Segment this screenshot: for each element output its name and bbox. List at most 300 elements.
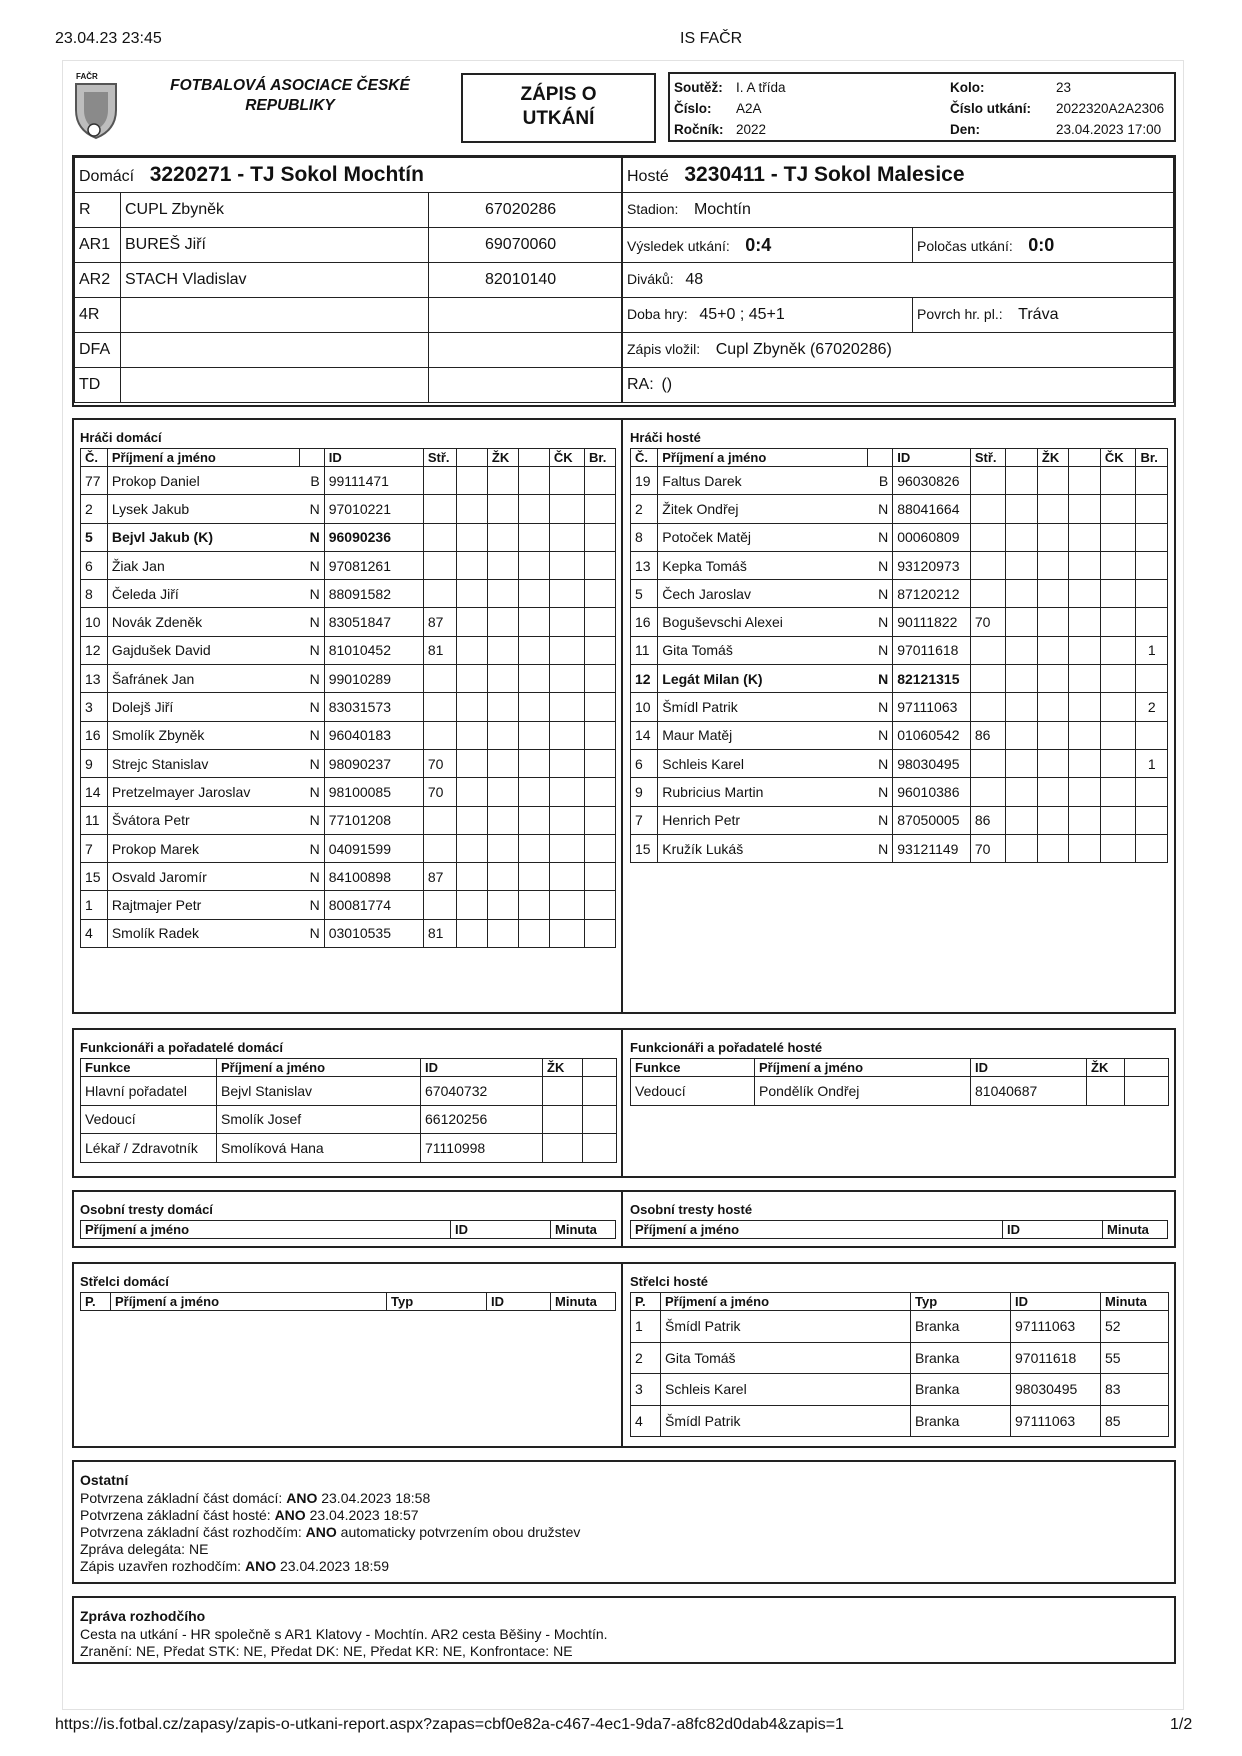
functionary-card-2	[1125, 1077, 1169, 1106]
player-cell	[456, 693, 487, 721]
player-sub-minute: 81	[423, 919, 456, 947]
player-goals	[1136, 721, 1168, 749]
col-header: ID	[324, 449, 423, 467]
report-line: Cesta na utkání - HR společně s AR1 Klatovy - Mochtín. AR2 cesta Běšiny - Mochtín.	[80, 1626, 608, 1642]
col-header: Příjmení a jméno	[661, 1293, 911, 1311]
col-header: Stř.	[423, 449, 456, 467]
player-yellow-1	[487, 806, 518, 834]
player-cell	[456, 551, 487, 579]
player-position: N	[868, 749, 893, 777]
col-header: ID	[1011, 1293, 1101, 1311]
player-yellow-2	[1069, 749, 1100, 777]
player-id: 97081261	[324, 551, 423, 579]
player-row	[631, 665, 1168, 693]
player-row	[81, 523, 616, 551]
functionary-role: Vedoucí	[81, 1105, 217, 1134]
scorer-order: 2	[631, 1342, 661, 1374]
functionary-name: Smolík Josef	[217, 1105, 421, 1134]
player-position: N	[868, 495, 893, 523]
player-name: Smolík Zbyněk	[107, 721, 299, 749]
player-id: 96090236	[324, 523, 423, 551]
player-red	[1100, 665, 1136, 693]
player-name: Dolejš Jiří	[107, 693, 299, 721]
home-label: Domácí	[79, 168, 135, 185]
player-sub-minute	[970, 693, 1006, 721]
spectators-value: 48	[685, 271, 704, 288]
player-yellow-1	[1037, 495, 1068, 523]
player-number: 12	[81, 636, 108, 664]
player-position: N	[299, 919, 324, 947]
player-cell	[1006, 551, 1037, 579]
functionary-row	[81, 1077, 617, 1106]
player-goals	[584, 608, 615, 636]
away-penalties-table	[630, 1220, 1168, 1239]
player-goals	[1136, 834, 1168, 862]
scorer-type: Branka	[911, 1405, 1011, 1437]
functionary-id: 66120256	[421, 1105, 543, 1134]
player-name: Žiak Jan	[107, 551, 299, 579]
col-header: Příjmení a jméno	[631, 1221, 1003, 1239]
player-red	[549, 778, 584, 806]
player-yellow-2	[1069, 693, 1100, 721]
player-position: N	[868, 834, 893, 862]
official-id	[429, 333, 622, 368]
player-cell	[456, 834, 487, 862]
player-number: 9	[631, 778, 658, 806]
col-header: ŽK	[1037, 449, 1068, 467]
scorer-type: Branka	[911, 1374, 1011, 1406]
player-yellow-1	[1037, 834, 1068, 862]
home-scorers-table	[80, 1292, 616, 1311]
player-id: 93121149	[893, 834, 971, 862]
player-sub-minute: 87	[423, 608, 456, 636]
functionary-name: Smolíková Hana	[217, 1134, 421, 1163]
player-name: Henrich Petr	[658, 806, 868, 834]
player-goals: 1	[1136, 749, 1168, 777]
player-goals	[584, 551, 615, 579]
player-name: Smolík Radek	[107, 919, 299, 947]
scorer-row	[631, 1405, 1169, 1437]
other-lines	[80, 1490, 580, 1575]
player-sub-minute	[423, 665, 456, 693]
functionary-role: Vedoucí	[631, 1077, 755, 1106]
number-value: A2A	[736, 101, 762, 116]
functionary-card-2	[583, 1134, 617, 1163]
col-header: Příjmení a jméno	[107, 449, 299, 467]
other-box	[72, 1460, 1176, 1584]
player-goals	[584, 580, 615, 608]
functionary-card-2	[583, 1077, 617, 1106]
player-id: 96010386	[893, 778, 971, 806]
player-yellow-1	[487, 834, 518, 862]
player-name: Prokop Daniel	[107, 467, 299, 495]
player-cell	[456, 891, 487, 919]
player-position: N	[299, 721, 324, 749]
penalties-box	[72, 1190, 1176, 1248]
player-goals	[584, 891, 615, 919]
player-position: N	[299, 778, 324, 806]
away-players-table	[630, 448, 1168, 863]
player-number: 4	[81, 919, 108, 947]
player-sub-minute	[423, 693, 456, 721]
player-goals	[1136, 523, 1168, 551]
player-name: Rubricius Martin	[658, 778, 868, 806]
player-goals	[584, 467, 615, 495]
date-label: Den:	[950, 122, 980, 137]
match-facts-table	[622, 157, 1174, 403]
player-row	[81, 693, 616, 721]
player-cell	[456, 636, 487, 664]
player-name: Kružík Lukáš	[658, 834, 868, 862]
player-number: 8	[81, 580, 108, 608]
match-number-label: Číslo utkání:	[950, 101, 1032, 116]
scorer-order: 4	[631, 1405, 661, 1437]
official-name	[121, 368, 429, 403]
player-number: 10	[631, 693, 658, 721]
player-id: 04091599	[324, 834, 423, 862]
col-header: Typ	[911, 1293, 1011, 1311]
player-yellow-2	[1069, 495, 1100, 523]
facr-shield-icon	[70, 72, 122, 142]
player-number: 9	[81, 749, 108, 777]
player-sub-minute: 70	[970, 608, 1006, 636]
player-yellow-2	[518, 580, 549, 608]
home-players-title: Hráči domácí	[80, 430, 162, 445]
player-name: Osvald Jaromír	[107, 863, 299, 891]
scorer-name: Gita Tomáš	[661, 1342, 911, 1374]
player-name: Legát Milan (K)	[658, 665, 868, 693]
player-goals	[584, 806, 615, 834]
player-red	[1100, 693, 1136, 721]
player-row	[631, 721, 1168, 749]
player-yellow-2	[518, 721, 549, 749]
player-yellow-2	[518, 608, 549, 636]
player-position: N	[299, 863, 324, 891]
match-info-left	[672, 77, 932, 140]
player-yellow-1	[487, 608, 518, 636]
player-name: Potoček Matěj	[658, 523, 868, 551]
player-red	[549, 551, 584, 579]
player-sub-minute: 86	[970, 721, 1006, 749]
player-row	[81, 551, 616, 579]
player-number: 3	[81, 693, 108, 721]
other-title: Ostatní	[80, 1472, 129, 1488]
referee-report-box	[72, 1596, 1176, 1664]
player-row	[81, 749, 616, 777]
ra-value: ()	[661, 376, 673, 393]
player-row	[631, 636, 1168, 664]
print-datetime: 23.04.23 23:45	[55, 30, 162, 47]
player-row	[81, 919, 616, 947]
player-goals	[584, 863, 615, 891]
player-goals	[584, 778, 615, 806]
stadium-label: Stadion:	[627, 201, 679, 217]
player-position: N	[299, 551, 324, 579]
player-position: N	[299, 665, 324, 693]
player-sub-minute	[970, 778, 1006, 806]
functionary-row	[81, 1134, 617, 1163]
player-name: Lysek Jakub	[107, 495, 299, 523]
player-sub-minute: 81	[423, 636, 456, 664]
other-line: Potvrzena základní část domácí: ANO 23.04.2023 18:58	[80, 1490, 431, 1506]
player-number: 8	[631, 523, 658, 551]
player-number: 2	[81, 495, 108, 523]
player-row	[631, 778, 1168, 806]
col-header: ŽK	[487, 449, 518, 467]
player-yellow-1	[1037, 467, 1068, 495]
scorer-name: Schleis Karel	[661, 1374, 911, 1406]
col-header: Příjmení a jméno	[111, 1293, 387, 1311]
col-header	[518, 449, 549, 467]
player-yellow-2	[1069, 467, 1100, 495]
player-goals	[1136, 806, 1168, 834]
player-sub-minute	[970, 551, 1006, 579]
player-yellow-2	[518, 693, 549, 721]
player-number: 14	[631, 721, 658, 749]
home-scorers-title: Střelci domácí	[80, 1274, 169, 1289]
official-id: 82010140	[429, 263, 622, 298]
player-sub-minute: 87	[423, 863, 456, 891]
col-header: Br.	[1136, 449, 1168, 467]
player-id: 98090237	[324, 749, 423, 777]
scorer-row	[631, 1311, 1169, 1343]
player-sub-minute	[423, 495, 456, 523]
player-yellow-2	[1069, 551, 1100, 579]
col-header: Minuta	[551, 1221, 616, 1239]
player-goals	[584, 665, 615, 693]
player-id: 81010452	[324, 636, 423, 664]
player-row	[631, 749, 1168, 777]
player-name: Schleis Karel	[658, 749, 868, 777]
player-red	[1100, 778, 1136, 806]
scorer-minute: 55	[1101, 1342, 1169, 1374]
player-red	[1100, 467, 1136, 495]
col-header: Č.	[631, 449, 658, 467]
entered-by-label: Zápis vložil:	[627, 341, 701, 357]
report-line: Zranění: NE, Předat STK: NE, Předat DK: NE, Předat KR: NE, Konfrontace: NE	[80, 1643, 573, 1659]
player-name: Gajdušek David	[107, 636, 299, 664]
player-row	[631, 834, 1168, 862]
player-name: Faltus Darek	[658, 467, 868, 495]
player-red	[549, 467, 584, 495]
player-yellow-2	[1069, 721, 1100, 749]
player-name: Strejc Stanislav	[107, 749, 299, 777]
official-id	[429, 368, 622, 403]
scorer-minute: 83	[1101, 1374, 1169, 1406]
player-cell	[1006, 721, 1037, 749]
player-number: 13	[631, 551, 658, 579]
away-team: 3230411 - TJ Sokol Malesice	[684, 163, 965, 186]
col-header: Br.	[584, 449, 615, 467]
playtime-label: Doba hry:	[627, 306, 688, 322]
player-name: Bejvl Jakub (K)	[107, 523, 299, 551]
player-sub-minute	[423, 551, 456, 579]
player-red	[549, 919, 584, 947]
player-name: Šafránek Jan	[107, 665, 299, 693]
scorer-id: 97011618	[1011, 1342, 1101, 1374]
official-id: 67020286	[429, 193, 622, 228]
player-cell	[1006, 749, 1037, 777]
player-sub-minute	[970, 523, 1006, 551]
player-goals	[1136, 580, 1168, 608]
other-line: Zpráva delegáta: NE	[80, 1541, 209, 1557]
player-cell	[1006, 778, 1037, 806]
player-cell	[1006, 495, 1037, 523]
home-players-table	[80, 448, 616, 948]
player-row	[81, 467, 616, 495]
referee-report-title: Zpráva rozhodčího	[80, 1608, 206, 1624]
functionary-id: 81040687	[971, 1077, 1087, 1106]
player-number: 16	[631, 608, 658, 636]
player-cell	[456, 608, 487, 636]
player-id: 83031573	[324, 693, 423, 721]
player-yellow-1	[487, 693, 518, 721]
player-sub-minute	[970, 749, 1006, 777]
player-cell	[456, 919, 487, 947]
official-id: 69070060	[429, 228, 622, 263]
player-red	[549, 891, 584, 919]
player-goals	[584, 495, 615, 523]
player-name: Maur Matěj	[658, 721, 868, 749]
scorer-name: Šmídl Patrik	[661, 1405, 911, 1437]
official-id	[429, 298, 622, 333]
functionary-card	[543, 1105, 583, 1134]
player-yellow-2	[518, 806, 549, 834]
official-name: STACH Vladislav	[121, 263, 429, 298]
player-number: 11	[81, 806, 108, 834]
player-row	[631, 495, 1168, 523]
player-yellow-1	[1037, 693, 1068, 721]
scorers-box	[72, 1262, 1176, 1448]
player-yellow-2	[1069, 806, 1100, 834]
player-position: N	[868, 665, 893, 693]
player-yellow-2	[1069, 523, 1100, 551]
functionary-row	[81, 1105, 617, 1134]
player-red	[1100, 636, 1136, 664]
player-id: 87120212	[893, 580, 971, 608]
col-header: Příjmení a jméno	[658, 449, 868, 467]
player-number: 6	[631, 749, 658, 777]
player-goals	[1136, 467, 1168, 495]
match-number-value: 2022320A2A2306	[1056, 101, 1165, 116]
number-label: Číslo:	[674, 101, 712, 116]
player-yellow-1	[1037, 749, 1068, 777]
official-role: TD	[75, 368, 121, 403]
playtime-value: 45+0 ; 45+1	[699, 306, 785, 323]
away-penalties-title: Osobní tresty hosté	[630, 1202, 753, 1217]
logo-text: FAČR	[76, 72, 98, 81]
player-position: N	[299, 636, 324, 664]
surface-label: Povrch hr. pl.:	[917, 306, 1003, 322]
player-row	[81, 608, 616, 636]
player-red	[1100, 551, 1136, 579]
player-sub-minute	[970, 580, 1006, 608]
player-yellow-1	[1037, 580, 1068, 608]
player-name: Novák Zdeněk	[107, 608, 299, 636]
player-yellow-2	[518, 749, 549, 777]
player-yellow-1	[1037, 636, 1068, 664]
player-yellow-2	[518, 551, 549, 579]
scorer-type: Branka	[911, 1342, 1011, 1374]
player-yellow-1	[1037, 806, 1068, 834]
player-red	[1100, 721, 1136, 749]
player-id: 00060809	[893, 523, 971, 551]
official-role: DFA	[75, 333, 121, 368]
player-id: 84100898	[324, 863, 423, 891]
home-officials-table	[74, 157, 622, 403]
player-position: N	[868, 551, 893, 579]
player-number: 5	[631, 580, 658, 608]
col-header: ID	[1003, 1221, 1103, 1239]
player-goals	[584, 834, 615, 862]
player-goals	[584, 636, 615, 664]
player-goals	[1136, 495, 1168, 523]
player-cell	[456, 749, 487, 777]
ra-label: RA:	[627, 376, 654, 393]
player-id: 77101208	[324, 806, 423, 834]
player-cell	[1006, 636, 1037, 664]
player-red	[549, 863, 584, 891]
away-scorers-table	[630, 1292, 1169, 1437]
player-sub-minute: 86	[970, 806, 1006, 834]
player-number: 1	[81, 891, 108, 919]
player-position: N	[299, 693, 324, 721]
player-name: Boguševschi Alexei	[658, 608, 868, 636]
functionary-card	[543, 1134, 583, 1163]
player-row	[631, 467, 1168, 495]
player-cell	[1006, 693, 1037, 721]
home-functionaries-table	[80, 1058, 617, 1163]
player-cell	[1006, 834, 1037, 862]
other-line: Potvrzena základní část rozhodčím: ANO automaticky potvrzením obou družstev	[80, 1524, 581, 1540]
away-functionaries-table	[630, 1058, 1169, 1106]
referee-report-text	[80, 1626, 608, 1660]
player-red	[1100, 580, 1136, 608]
other-line: Zápis uzavřen rozhodčím: ANO 23.04.2023 18:59	[80, 1558, 389, 1574]
player-number: 14	[81, 778, 108, 806]
player-position: N	[299, 608, 324, 636]
col-header: Funkce	[81, 1059, 217, 1077]
player-red	[549, 693, 584, 721]
player-cell	[456, 721, 487, 749]
player-number: 2	[631, 495, 658, 523]
functionary-role: Hlavní pořadatel	[81, 1077, 217, 1106]
player-cell	[456, 495, 487, 523]
season-label: Ročník:	[674, 122, 724, 137]
player-name: Šmídl Patrik	[658, 693, 868, 721]
player-red	[1100, 749, 1136, 777]
scorer-minute: 52	[1101, 1311, 1169, 1343]
col-header	[1006, 449, 1037, 467]
player-goals	[1136, 608, 1168, 636]
player-cell	[456, 665, 487, 693]
functionary-role: Lékař / Zdravotník	[81, 1134, 217, 1163]
col-header: Příjmení a jméno	[81, 1221, 451, 1239]
scorer-row	[631, 1342, 1169, 1374]
player-position: N	[299, 806, 324, 834]
col-header	[1125, 1059, 1169, 1077]
player-yellow-1	[1037, 551, 1068, 579]
player-yellow-1	[1037, 523, 1068, 551]
col-header: Příjmení a jméno	[755, 1059, 971, 1077]
print-url[interactable]: https://is.fotbal.cz/zapasy/zapis-o-utkani-report.aspx?zapas=cbf0e82a-c467-4ec1-9da7-a8fc82d0dab4&zapis=1	[55, 1716, 844, 1733]
scorer-order: 1	[631, 1311, 661, 1343]
season-value: 2022	[736, 122, 767, 137]
player-goals	[1136, 551, 1168, 579]
player-row	[631, 523, 1168, 551]
player-yellow-1	[1037, 665, 1068, 693]
scorer-minute: 85	[1101, 1405, 1169, 1437]
